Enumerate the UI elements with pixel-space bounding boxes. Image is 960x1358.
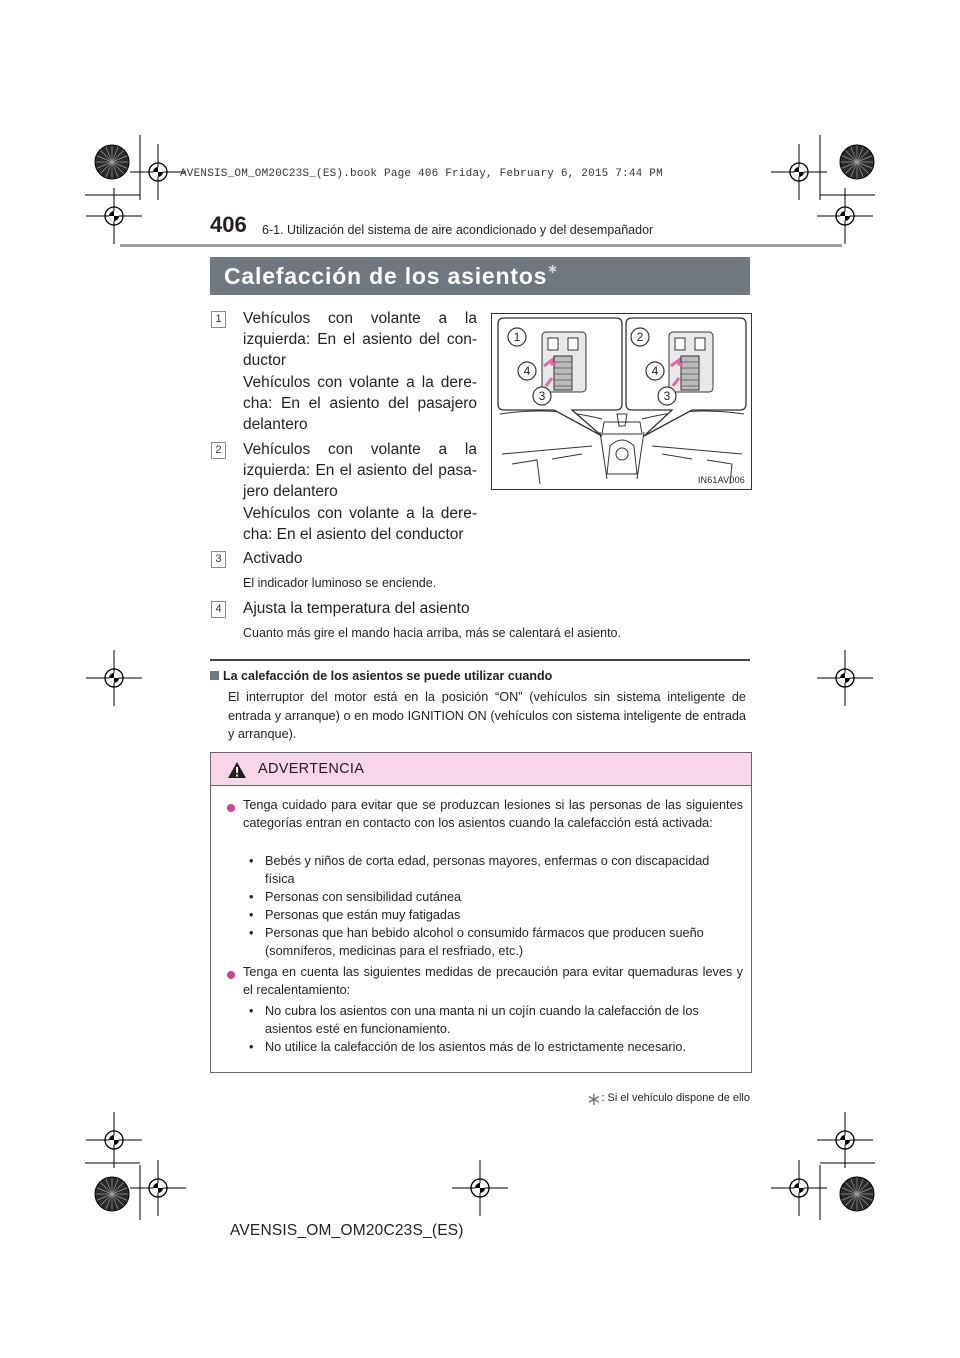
warning-bullet-1-icon: [227, 804, 235, 812]
warning-sub-1-cont: física: [265, 872, 295, 886]
sub-bullet-mark: •: [249, 890, 254, 904]
warning-sub-4-cont: (somníferos, medicinas para el resfriado, etc.): [265, 944, 524, 958]
warning-sub-5-cont: asientos esté en funcionamiento.: [265, 1022, 451, 1036]
sub-bullet-mark: •: [249, 854, 254, 868]
warning-sub-4: Personas que han bebido alcohol o consumido fármacos que producen sueño: [265, 926, 704, 940]
warning-bullet-1: Tenga cuidado para evitar que se produzcan lesiones si las personas de las siguientes categorías entran en contacto con los asientos cuando la calefacción está activada:: [243, 798, 743, 830]
dashboard-illustration: [492, 314, 751, 489]
book-file-info: AVENSIS_OM_OM20C23S_(ES).book Page 406 Friday, February 6, 2015 7:44 PM: [180, 168, 663, 180]
warning-sub-1: Bebés y niños de corta edad, personas mayores, enfermas o con discapacidad: [265, 854, 710, 868]
header-rule: [120, 244, 842, 247]
item-4-subtext: Cuanto más gire el mando hacia arriba, más se calentará el asiento.: [243, 626, 621, 640]
item-number-3: 3: [211, 551, 226, 568]
warning-bullet-2-icon: [227, 971, 235, 979]
availability-asterisk: ∗: [547, 261, 559, 276]
item-3-subtext: El indicador luminoso se enciende.: [243, 576, 437, 590]
sub-bullet-mark: •: [249, 926, 254, 940]
sub-bullet-mark: •: [249, 1040, 254, 1054]
item-4-text: Ajusta la temperatura del asiento: [243, 600, 470, 617]
section-divider: [210, 659, 750, 661]
callout-1: 1: [513, 330, 521, 344]
item-number-4: 4: [211, 601, 226, 618]
item-1-text: Vehículos con volante a la izquierda: En el asiento del con- ductor Vehículos con volante a la dere- cha: En el asiento del pasajero delantero: [243, 310, 477, 434]
item-number-1: 1: [211, 311, 226, 328]
callout-2: 2: [636, 330, 644, 344]
section-title: Calefacción de los asientos∗: [224, 261, 559, 289]
callout-4-right: 4: [651, 364, 659, 378]
item-3-text: Activado: [243, 550, 303, 567]
callout-3-right: 3: [663, 389, 671, 403]
illustration-code: IN61AV006: [697, 475, 745, 485]
sub-bullet-mark: •: [249, 1004, 254, 1018]
callout-3-left: 3: [538, 389, 546, 403]
warning-header: [211, 753, 751, 786]
warning-sub-5: No cubra los asientos con una manta ni un cojín cuando la calefacción de los: [265, 1004, 699, 1018]
sub-bullet-mark: •: [249, 908, 254, 922]
footnote: ∗: Si el vehículo dispone de ello: [586, 1089, 750, 1109]
footnote-asterisk: ∗: [586, 1089, 602, 1109]
square-bullet-icon: [210, 671, 219, 680]
warning-sub-6: No utilice la calefacción de los asientos más de lo estrictamente necesario.: [265, 1040, 687, 1054]
footer-document-id: AVENSIS_OM_OM20C23S_(ES): [230, 1222, 464, 1239]
warning-title: ADVERTENCIA: [258, 761, 365, 777]
seat-heater-switch-illustration: [491, 313, 752, 490]
warning-bullet-2: Tenga en cuenta las siguientes medidas de precaución para evitar quemaduras leves y el recalentamiento:: [243, 965, 743, 997]
item-number-2: 2: [211, 442, 226, 459]
warning-sub-2: Personas con sensibilidad cutánea: [265, 890, 462, 904]
warning-box: [210, 752, 752, 1073]
chapter-header: 6-1. Utilización del sistema de aire acondicionado y del desempañador: [262, 223, 654, 237]
note-body: El interruptor del motor está en la posición “ON” (vehículos sin sistema inteligente de entrada y arranque) o en modo IGNITION ON (vehículos con sistema inteligente de entrada y arranque).: [228, 690, 746, 741]
item-2-text: Vehículos con volante a la izquierda: En el asiento del pasa- jero delantero Vehículos con volante a la dere- cha: En el asiento del conductor: [243, 441, 477, 543]
section-title-bar: [210, 257, 750, 295]
warning-triangle-icon: [227, 761, 247, 779]
page-number: 406: [210, 212, 247, 237]
note-heading: La calefacción de los asientos se puede utilizar cuando: [210, 669, 552, 683]
callout-4-left: 4: [523, 364, 531, 378]
warning-sub-3: Personas que están muy fatigadas: [265, 908, 461, 922]
